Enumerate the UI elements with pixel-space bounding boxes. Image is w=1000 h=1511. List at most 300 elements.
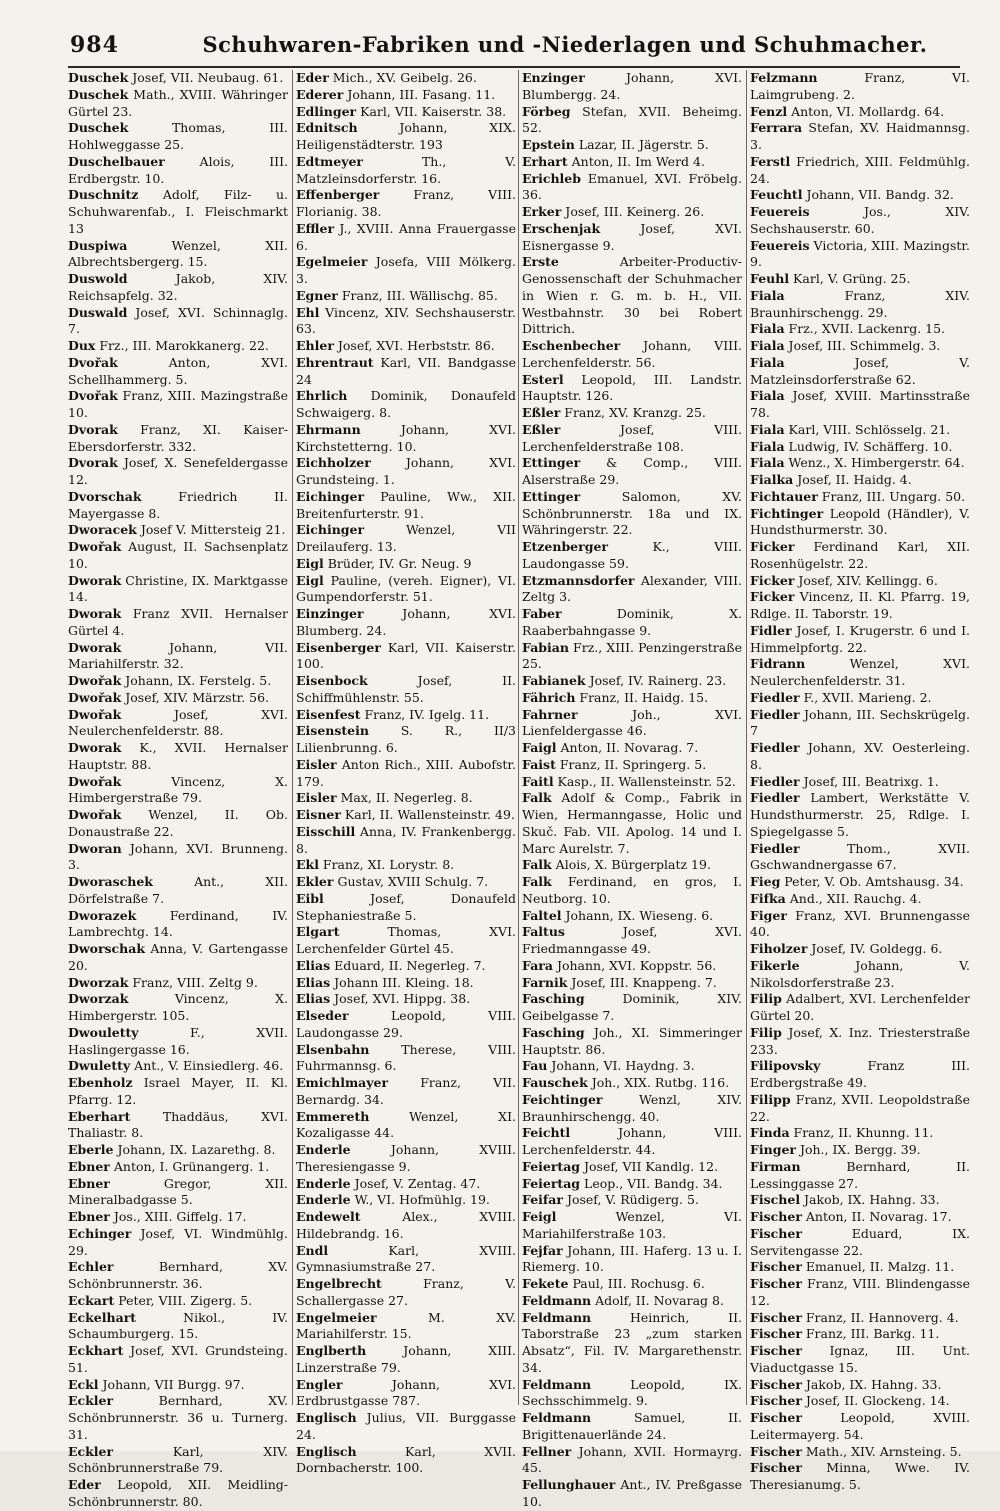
directory-entry [296, 1444, 516, 1478]
entry-details: Thaddäus, XVI. Thaliastr. 8. [68, 1108, 288, 1141]
entry-details: K., XVII. Hernalser Hauptstr. 88. [68, 740, 288, 772]
directory-entry [522, 455, 742, 489]
directory-entry [68, 154, 288, 188]
directory-entry [296, 489, 516, 523]
entry-surname: Ehl [296, 304, 320, 320]
entry-surname: Fischer [750, 1259, 802, 1275]
directory-column-4 [750, 70, 970, 1492]
entry-surname: Fischer [750, 1376, 802, 1392]
directory-entry [522, 1209, 742, 1243]
entry-surname: Esterl [522, 371, 564, 387]
entry-details: Josef, III. Knappeng. 7. [567, 974, 717, 990]
directory-entry [68, 975, 288, 992]
entry-details: Johann, VII. Bandg. 32. [802, 187, 954, 203]
directory-entry [750, 187, 970, 204]
directory-entry [522, 874, 742, 908]
entry-surname: Falk [522, 790, 552, 806]
entry-details: Bernhard, XV. Schönbrunnerstr. 36. [68, 1259, 288, 1291]
entry-details: Johann, VIII. Lerchenfelderstr. 44. [522, 1125, 742, 1157]
entry-details: Emanuel, II. Malzg. 11. [801, 1259, 955, 1275]
entry-details: Ferdinand, IV. Lambrechtg. 14. [68, 907, 288, 940]
entry-surname: Feichtinger [522, 1091, 603, 1107]
directory-entry [750, 1410, 970, 1444]
entry-details: Josef, XIV. Märzstr. 56. [121, 689, 270, 705]
directory-entry [68, 774, 288, 808]
entry-surname: Eckhart [68, 1343, 124, 1358]
entry-details: Vincenz, X. Himbergerstr. 105. [68, 991, 288, 1023]
entry-details: Mich., XV. Geibelg. 26. [328, 70, 477, 85]
entry-surname: Edlinger [296, 103, 357, 119]
entry-surname: Dworak [68, 740, 122, 755]
entry-surname: Echinger [68, 1225, 132, 1241]
entry-surname: Fiala [750, 438, 785, 454]
entry-details: Josef, XIV. Kellingg. 6. [794, 572, 938, 588]
entry-surname: Eichinger [296, 488, 365, 504]
entry-details: Johann, III. Sechskrügelg. 7 [750, 706, 970, 739]
entry-surname: Eckler [68, 1393, 114, 1409]
directory-entry [750, 841, 970, 875]
entry-surname: Ferstl [750, 153, 791, 169]
entry-details: August, II. Sachsenplatz 10. [68, 539, 288, 571]
entry-details: Friedrich II. Mayergasse 8. [68, 488, 288, 521]
entry-surname: Falk [522, 857, 552, 873]
entry-details: Adalbert, XVI. Lerchenfelder Gürtel 20. [750, 991, 970, 1023]
entry-details: Vincenz, X. Himbergerstraße 79. [68, 773, 288, 806]
entry-details: Samuel, II. Brigittenauerlände 24. [522, 1410, 742, 1442]
directory-entry [750, 1142, 970, 1159]
entry-surname: Fiala [750, 455, 785, 471]
column-divider [746, 70, 747, 1405]
directory-entry [522, 757, 742, 774]
entry-details: Franz, III. Ungarg. 50. [817, 488, 966, 504]
entry-surname: Ehrlich [296, 388, 348, 404]
directory-entry [522, 1477, 742, 1511]
entry-details: Josef, XVI. Friedmanngasse 49. [522, 924, 742, 956]
entry-details: Alois, X. Bürgerplatz 19. [551, 857, 711, 873]
entry-details: Josef, III. Beatrixg. 1. [799, 773, 939, 789]
entry-details: Franz, XV. Kranzg. 25. [560, 405, 706, 420]
entry-surname: Dwořak [68, 807, 122, 822]
entry-details: Jos., XIII. Giffelg. 17. [109, 1209, 247, 1224]
entry-details: Heinrich, II. Taborstraße 23 „zum starken Absatz“, Fil. IV. Margarethenstr. 34. [522, 1309, 742, 1375]
directory-entry [750, 740, 970, 774]
entry-surname: Ehrentraut [296, 354, 374, 370]
entry-surname: Dux [68, 338, 96, 353]
entry-details: Josef, VIII. Lerchenfelderstraße 108. [522, 421, 742, 454]
entry-surname: Fasching [522, 991, 585, 1007]
directory-entry [522, 991, 742, 1025]
entry-details: Franz, III. Wällischg. 85. [337, 287, 498, 303]
directory-entry [750, 1326, 970, 1343]
entry-details: Kasp., II. Wallensteinstr. 52. [553, 773, 736, 789]
directory-entry [522, 1377, 742, 1411]
entry-details: Jakob, XIV. Reichsapfelg. 32. [68, 271, 288, 303]
entry-surname: Ferrara [750, 120, 803, 136]
entry-details: Franz XVII. Hernalser Gürtel 4. [68, 606, 288, 638]
entry-details: Karl, VIII. Schlösselg. 21. [784, 421, 951, 437]
directory-entry [68, 991, 288, 1025]
entry-surname: Dwořak [68, 773, 122, 789]
entry-surname: Dwořak [68, 539, 122, 554]
entry-details: Adolf, Filz- u. Schuhwarenfab., I. Fleischmarkt 13 [68, 187, 288, 236]
entry-surname: Fidler [750, 622, 792, 638]
entry-surname: Faber [522, 606, 562, 621]
directory-entry [750, 874, 970, 891]
directory-entry [296, 606, 516, 640]
directory-entry [68, 1025, 288, 1059]
entry-details: Johann, XVIII. Theresiengasse 9. [296, 1142, 516, 1174]
entry-surname: Faitl [522, 773, 554, 789]
entry-details: Franz III. Erdbergstraße 49. [750, 1058, 970, 1090]
entry-details: Johann, VII. Mariahilferstr. 32. [68, 639, 288, 672]
directory-entry [522, 154, 742, 171]
directory-entry [296, 556, 516, 573]
entry-surname: Figer [750, 907, 787, 923]
entry-details: Josef, XVI. Grundsteing. 51. [68, 1343, 288, 1375]
entry-surname: Erste [522, 254, 559, 270]
directory-entry [750, 891, 970, 908]
entry-surname: Faltus [522, 924, 565, 940]
directory-entry [296, 355, 516, 389]
directory-entry [68, 1477, 288, 1511]
entry-surname: Feldmann [522, 1292, 592, 1308]
directory-entry [296, 187, 516, 221]
entry-surname: Erichleb [522, 170, 582, 186]
directory-entry [68, 1209, 288, 1226]
entry-surname: Elias [296, 957, 331, 973]
entry-details: Anna, V. Gartengasse 20. [68, 941, 288, 973]
entry-surname: Ekl [296, 857, 319, 873]
entry-details: Josef, IV. Goldegg. 6. [807, 941, 943, 956]
entry-details: Leopold, VIII. Laudongasse 29. [296, 1008, 516, 1040]
directory-entry [750, 1192, 970, 1209]
entry-details: F., XVII. Haslingergasse 16. [68, 1024, 288, 1057]
entry-details: S. R., II/3 Lilienbrunng. 6. [296, 723, 516, 755]
entry-surname: Feldmann [522, 1410, 592, 1425]
directory-entry [522, 1176, 742, 1193]
directory-entry [296, 991, 516, 1008]
entry-surname: Fiala [750, 338, 785, 353]
directory-entry [296, 891, 516, 925]
entry-details: Peter, V. Ob. Amtshausg. 34. [780, 874, 964, 889]
entry-surname: Eckelhart [68, 1309, 137, 1325]
entry-details: Karl, II. Wallensteinstr. 49. [340, 807, 515, 822]
directory-entry [68, 1058, 288, 1075]
entry-surname: Filipovsky [750, 1058, 821, 1074]
entry-details: Anton, II. Im Werd 4. [567, 153, 705, 169]
entry-surname: Dvorak [68, 421, 118, 437]
directory-entry [296, 1276, 516, 1310]
entry-surname: Fieg [750, 874, 781, 889]
entry-details: Franz, XIV. Braunhirschengg. 29. [750, 287, 970, 320]
entry-surname: Ebner [68, 1175, 110, 1191]
directory-entry [522, 1310, 742, 1377]
entry-details: Franz, II. Hannoverg. 4. [801, 1309, 959, 1325]
directory-entry [750, 70, 970, 104]
entry-details: Franz, XIII. Mazingstraße 10. [68, 388, 288, 420]
directory-entry [750, 941, 970, 958]
directory-entry [296, 305, 516, 339]
entry-details: Thomas, XVI. Lerchenfelder Gürtel 45. [296, 924, 516, 956]
entry-surname: Faist [522, 756, 556, 772]
entry-details: Johann, XVI. Erdbrustgasse 787. [296, 1376, 516, 1409]
directory-entry [522, 1410, 742, 1444]
entry-details: Emanuel, XVI. Fröbelg. 36. [522, 170, 742, 203]
entry-surname: Fabian [522, 639, 569, 655]
entry-surname: Fifka [750, 890, 786, 906]
entry-details: Ferdinand Karl, XII. Rosenhügelstr. 22. [750, 539, 970, 571]
entry-surname: Eichholzer [296, 455, 371, 471]
entry-surname: Eßler [522, 405, 561, 420]
directory-entry [750, 271, 970, 288]
entry-surname: Elseder [296, 1008, 349, 1023]
entry-details: Ferdinand, en gros, I. Neutborg. 10. [522, 874, 742, 906]
directory-entry [296, 1075, 516, 1109]
entry-details: Johann, III. Haferg. 13 u. I. Riemerg. 10. [522, 1242, 742, 1275]
entry-surname: Fischer [750, 1225, 802, 1241]
entry-surname: Förbeg [522, 103, 571, 119]
entry-surname: Dworaschek [68, 874, 153, 889]
entry-details: Frz., XVII. Lackenrg. 15. [784, 321, 946, 337]
entry-surname: Duswold [68, 271, 128, 286]
entry-surname: Feldmann [522, 1376, 592, 1392]
directory-entry [522, 573, 742, 607]
directory-entry [68, 841, 288, 875]
directory-entry [68, 1310, 288, 1344]
directory-entry [522, 1025, 742, 1059]
entry-surname: Eisenfest [296, 706, 361, 722]
directory-entry [296, 288, 516, 305]
entry-details: Franz, XI. Lorystr. 8. [318, 857, 455, 873]
directory-entry [522, 221, 742, 255]
entry-details: Israel Mayer, II. Kl. Pfarrg. 12. [68, 1075, 288, 1107]
entry-surname: Fau [522, 1058, 548, 1074]
entry-details: Ignaz, III. Unt. Viaductgasse 15. [750, 1343, 970, 1375]
entry-surname: Feuereis [750, 204, 810, 219]
directory-entry [750, 204, 970, 238]
entry-details: Thomas, III. Hohlweggasse 25. [68, 120, 288, 152]
directory-entry [750, 1025, 970, 1059]
entry-surname: Fichtauer [750, 488, 818, 504]
entry-details: Frz., XIII. Penzingerstraße 25. [522, 639, 742, 672]
directory-entry [750, 1159, 970, 1193]
entry-surname: Eisler [296, 756, 337, 772]
directory-entry [522, 640, 742, 674]
directory-entry [296, 388, 516, 422]
entry-surname: Fischer [750, 1276, 802, 1291]
entry-details: Johann, VII Burgg. 97. [98, 1376, 245, 1392]
entry-details: & Comp., VIII. Alserstraße 29. [522, 455, 742, 487]
entry-surname: Eckart [68, 1292, 115, 1308]
directory-entry [750, 707, 970, 741]
entry-details: Johann, IX. Wieseng. 6. [561, 907, 714, 923]
entry-details: Vincenz, XIV. Sechshauserstr. 63. [296, 304, 516, 337]
directory-entry [296, 1377, 516, 1411]
directory-entry [296, 70, 516, 87]
entry-surname: Fischer [750, 1393, 802, 1409]
directory-entry [522, 1125, 742, 1159]
entry-details: Wenzel, VII Dreilauferg. 13. [296, 522, 516, 554]
directory-entry [296, 1310, 516, 1344]
directory-entry [68, 1176, 288, 1210]
entry-details: Eduard, II. Negerleg. 7. [330, 957, 486, 973]
entry-surname: Dworak [68, 639, 122, 655]
entry-surname: Feichtl [522, 1125, 571, 1141]
entry-surname: Ficker [750, 589, 795, 605]
directory-entry [296, 522, 516, 556]
directory-entry [68, 690, 288, 707]
directory-entry [68, 455, 288, 489]
directory-entry [750, 1125, 970, 1142]
directory-entry [522, 1192, 742, 1209]
directory-entry [68, 1393, 288, 1443]
entry-details: W., VI. Hofmühlg. 19. [350, 1192, 490, 1208]
directory-entry [68, 70, 288, 87]
directory-entry [68, 1109, 288, 1143]
entry-surname: Faltel [522, 907, 562, 923]
directory-entry [522, 857, 742, 874]
entry-details: Joh., XI. Simmeringer Hauptstr. 86. [522, 1024, 742, 1057]
entry-surname: Fiedler [750, 790, 800, 806]
entry-details: Jos., XIV. Sechshauserstr. 60. [750, 204, 970, 236]
entry-surname: Eßler [522, 421, 561, 437]
entry-details: Franz, II. Springerg. 5. [555, 756, 707, 772]
entry-details: Anton, XVI. Schellhammerg. 5. [68, 354, 288, 387]
directory-entry [522, 1159, 742, 1176]
entry-details: Johann, XV. Oesterleing. 8. [750, 740, 970, 772]
entry-details: Josef V. Mittersteig 21. [136, 522, 286, 538]
entry-details: Dominik, X. Raaberbahngasse 9. [522, 606, 742, 638]
directory-entry [522, 958, 742, 975]
directory-entry [296, 154, 516, 188]
entry-details: Johann, VI. Haydng. 3. [547, 1058, 695, 1074]
entry-surname: Fialka [750, 472, 794, 487]
directory-entry [522, 1075, 742, 1092]
directory-entry [522, 539, 742, 573]
directory-entry [750, 388, 970, 422]
entry-details: Karl, VII. Kaiserstr. 100. [296, 639, 516, 672]
entry-details: Adolf & Comp., Fabrik in Wien, Hermanngasse, Holic und Skuč. Fab. VII. Apolog. 14 und I. Marc Aurelstr. 7. [522, 790, 742, 856]
entry-details: Josef, V. Zentag. 47. [350, 1175, 481, 1191]
directory-entry [68, 238, 288, 272]
entry-details: Franz, III. Barkg. 11. [801, 1326, 940, 1342]
entry-details: Franz, XVII. Leopoldstraße 22. [750, 1091, 970, 1124]
entry-details: Friedrich, XIII. Feldmühlg. 24. [750, 153, 970, 186]
entry-details: Josef, II. Glockeng. 14. [801, 1393, 950, 1409]
entry-surname: Feuhl [750, 271, 790, 286]
directory-entry [750, 422, 970, 439]
entry-details: Josef, XVIII. Martinsstraße 78. [750, 388, 970, 420]
directory-entry [750, 120, 970, 154]
entry-surname: Engelmeier [296, 1309, 377, 1325]
directory-entry [750, 790, 970, 840]
entry-details: M. XV. Mariahilferstr. 15. [296, 1309, 516, 1342]
directory-entry [68, 1293, 288, 1310]
entry-surname: Feifar [522, 1192, 563, 1208]
entry-surname: Erhart [522, 153, 568, 169]
entry-details: Wenzel, VI. Mariahilferstraße 103. [522, 1209, 742, 1241]
entry-details: Johann, XVI. Kirchstetterng. 10. [296, 421, 516, 454]
directory-entry [750, 338, 970, 355]
entry-details: Karl, VII. Kaiserstr. 38. [356, 103, 507, 119]
entry-surname: Feldmann [522, 1309, 592, 1325]
directory-entry [68, 271, 288, 305]
entry-details: Josef, VI. Windmühlg. 29. [68, 1225, 288, 1258]
directory-entry [522, 137, 742, 154]
directory-entry [68, 355, 288, 389]
entry-surname: Falk [522, 874, 552, 889]
column-divider [518, 70, 519, 1405]
directory-column-3 [522, 70, 742, 1509]
directory-entry [522, 422, 742, 456]
entry-surname: Dvořak [68, 354, 118, 370]
directory-entry [296, 924, 516, 958]
entry-details: Ant., V. Einsiedlerg. 46. [130, 1058, 284, 1074]
entry-details: Josef, II. Schiffmühlenstr. 55. [296, 673, 516, 705]
directory-entry [68, 522, 288, 539]
entry-surname: Eisenstein [296, 723, 369, 739]
entry-details: Alois, III. Erdbergstr. 10. [68, 153, 288, 186]
entry-details: Josef, IV. Rainerg. 23. [585, 673, 727, 688]
entry-details: Johann, XVII. Hormayrg. 45. [522, 1443, 742, 1476]
directory-entry [522, 1293, 742, 1310]
entry-details: Pauline, (vereh. Eigner), VI. Gumpendorferstr. 51. [296, 572, 516, 605]
directory-entry [68, 941, 288, 975]
directory-entry [750, 439, 970, 456]
directory-entry [296, 874, 516, 891]
entry-surname: Ebner [68, 1158, 110, 1174]
entry-surname: Dworacek [68, 522, 137, 538]
directory-entry [750, 774, 970, 791]
entry-surname: Fiala [750, 287, 785, 303]
entry-surname: Fiedler [750, 773, 800, 789]
entry-details: Johann, XVI. Grundsteing. 1. [296, 455, 516, 487]
entry-surname: Erker [522, 204, 562, 219]
directory-entry [296, 422, 516, 456]
entry-surname: Faigl [522, 740, 557, 755]
entry-surname: Duschek [68, 70, 129, 85]
entry-surname: Fiholzer [750, 941, 808, 956]
entry-details: Vincenz, II. Kl. Pfarrg. 19, Rdlge. II. Taborstr. 19. [750, 589, 970, 621]
entry-surname: Fiala [750, 388, 785, 404]
entry-details: Johann III. Kleing. 18. [330, 974, 474, 990]
directory-entry [296, 1176, 516, 1193]
entry-details: Gregor, XII. Mineralbadgasse 5. [68, 1175, 288, 1208]
directory-entry [522, 924, 742, 958]
entry-details: Peter, VIII. Zigerg. 5. [114, 1292, 253, 1308]
directory-entry [296, 1109, 516, 1143]
directory-entry [296, 1042, 516, 1076]
entry-surname: Fidrann [750, 656, 806, 672]
entry-details: Franz, VII. Bernardg. 34. [296, 1075, 516, 1107]
entry-details: Franz, VIII. Florianig. 38. [296, 187, 516, 219]
directory-entry [750, 1377, 970, 1394]
entry-surname: Fiala [750, 321, 785, 337]
entry-surname: Fahrner [522, 706, 578, 722]
entry-surname: Dworan [68, 840, 122, 856]
entry-details: Minna, Wwe. IV. Theresianumg. 5. [750, 1460, 970, 1492]
entry-details: Josef, XVI. Eisnergasse 9. [522, 220, 742, 253]
directory-entry [68, 1259, 288, 1293]
directory-entry [68, 807, 288, 841]
directory-entry [750, 154, 970, 188]
directory-entry [522, 1276, 742, 1293]
entry-surname: Fabianek [522, 673, 586, 688]
entry-details: Josef, X. Senefeldergasse 12. [68, 455, 288, 487]
entry-surname: Eckler [68, 1443, 114, 1459]
directory-entry [296, 790, 516, 807]
entry-details: Frz., III. Marokkanerg. 22. [95, 338, 269, 353]
